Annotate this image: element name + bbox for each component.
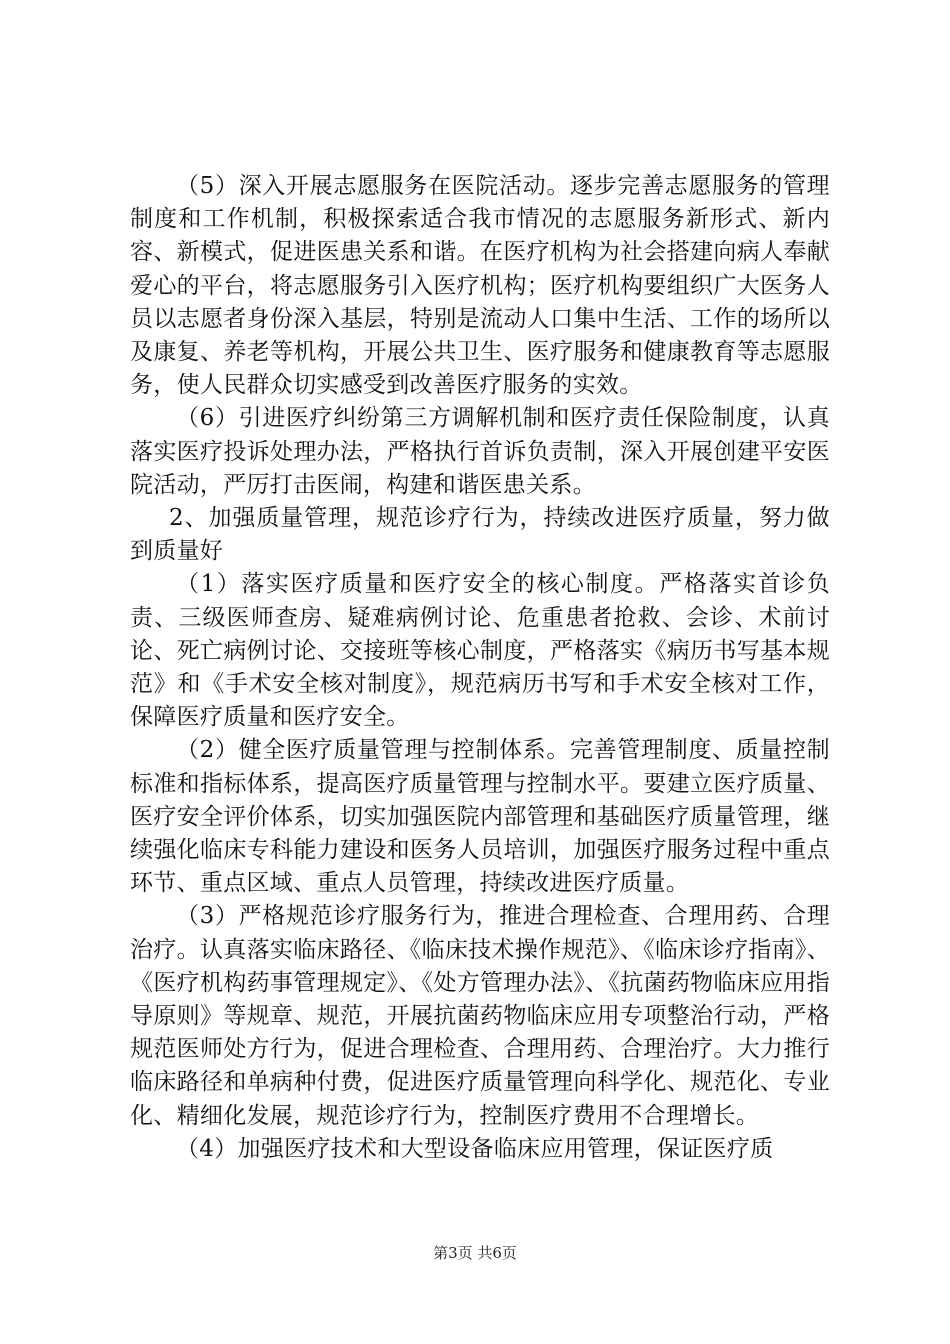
paragraph-equipment-management: （4）加强医疗技术和大型设备临床应用管理，保证医疗质 (176, 1135, 774, 1162)
paragraph-medical-dispute: （6）引进医疗纠纷第三方调解机制和医疗责任保险制度，认真落实医疗投诉处理办法，严格执行首诉负责制，深入开展创建平安医院活动，严厉打击医闹，构建和谐医患关系。 (130, 405, 830, 498)
section-heading-quality-management: 2、加强质量管理，规范诊疗行为，持续改进医疗质量，努力做到质量好 (130, 505, 830, 565)
document-body (130, 170, 830, 1166)
paragraph-volunteer-service: （5）深入开展志愿服务在医院活动。逐步完善志愿服务的管理制度和工作机制，积极探索适合我市情况的志愿服务新形式、新内容、新模式，促进医患关系和谐。在医疗机构为社会搭建向病人奉献爱心的平台，将志愿服务引入医疗机构；医疗机构要组织广大医务人员以志愿者身份深入基层，特别是流动人口集中生活、工作的场所以及康复、养老等机构，开展公共卫生、医疗服务和健康教育等志愿服务，使人民群众切实感受到改善医疗服务的实效。 (130, 173, 830, 399)
page-number-footer: 第3页 共6页 (433, 1244, 517, 1262)
paragraph-diagnosis-standards: （3）严格规范诊疗服务行为，推进合理检查、合理用药、合理治疗。认真落实临床路径、《临床技术操作规范》、《临床诊疗指南》、《医疗机构药事管理规定》、《处方管理办法》、《抗菌药物临床应用指导原则》等规章、规范，开展抗菌药物临床应用专项整治行动，严格规范医师处方行为，促进合理检查、合理用药、合理治疗。大力推行临床路径和单病种付费，促进医疗质量管理向科学化、规范化、专业化、精细化发展，规范诊疗行为，控制医疗费用不合理增长。 (130, 903, 830, 1129)
paragraph-quality-control-system: （2）健全医疗质量管理与控制体系。完善管理制度、质量控制标准和指标体系，提高医疗质量管理与控制水平。要建立医疗质量、医疗安全评价体系，切实加强医院内部管理和基础医疗质量管理，继续强化临床专科能力建设和医务人员培训，加强医疗服务过程中重点环节、重点区域、重点人员管理，持续改进医疗质量。 (130, 737, 830, 897)
paragraph-core-systems: （1）落实医疗质量和医疗安全的核心制度。严格落实首诊负责、三级医师查房、疑难病例讨论、危重患者抢救、会诊、术前讨论、死亡病例讨论、交接班等核心制度，严格落实《病历书写基本规范》和《手术安全核对制度》，规范病历书写和手术安全核对工作，保障医疗质量和医疗安全。 (130, 571, 830, 731)
